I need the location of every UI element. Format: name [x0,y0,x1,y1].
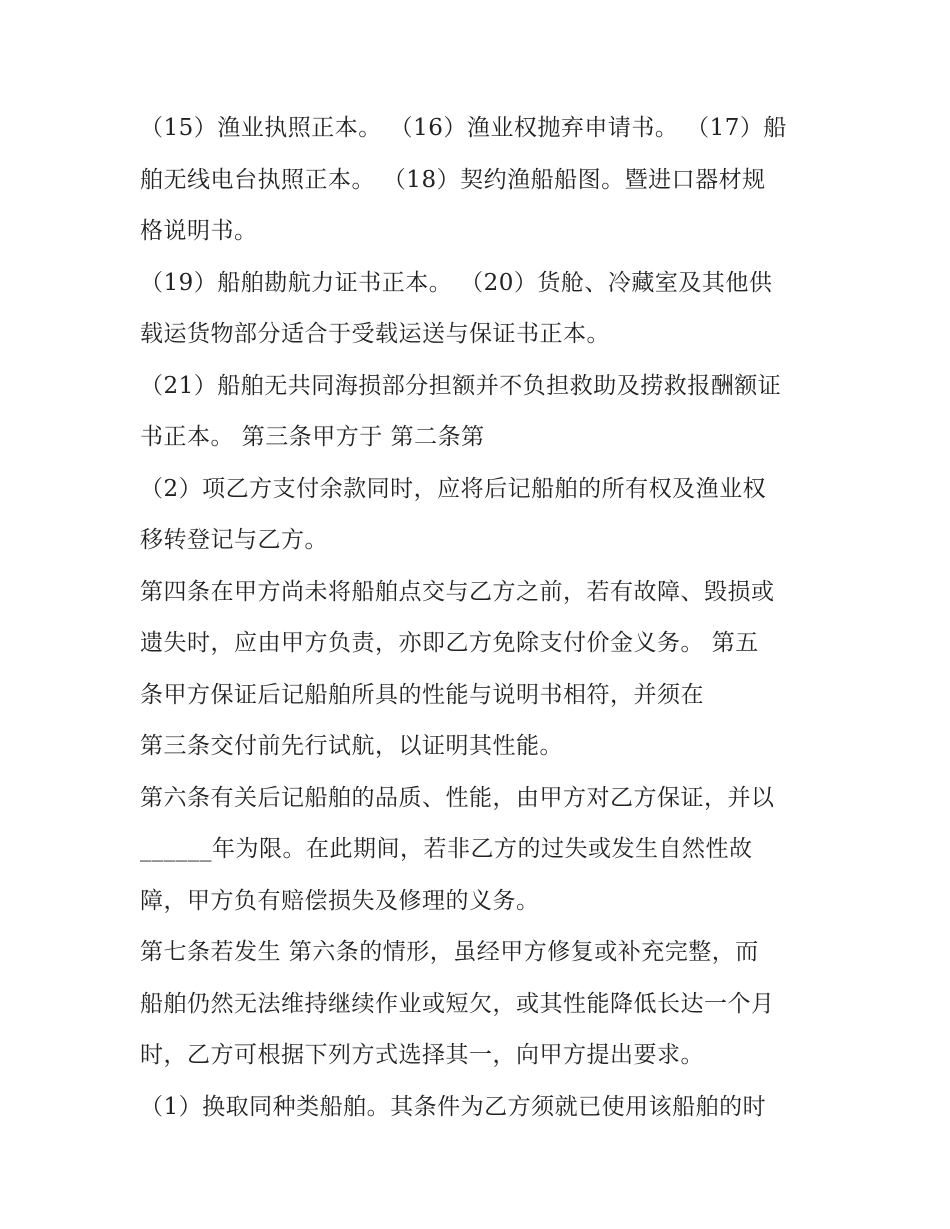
text-line: （1）换取同种类船舶。其条件为乙方须就已使用该船舶的时 [140,1093,767,1120]
text-line: 条甲方保证后记船舶所具的性能与说明书相符，并须在 [140,681,704,708]
contract-text-body [140,108,830,1138]
text-line: 船舶仍然无法维持继续作业或短欠，或其性能降低长达一个月 [140,990,775,1017]
text-line: 时，乙方可根据下列方式选择其一，向甲方提出要求。 [140,1042,704,1068]
text-line: 第四条在甲方尚未将船舶点交与乙方之前，若有故障、毁损或 [140,578,775,605]
text-line: （21）船舶无共同海损部分担额并不负担救助及捞救报酬额证 [140,372,782,399]
text-line: 第七条若发生 第六条的情形，虽经甲方修复或补充完整，而 [140,939,759,965]
text-line: 格说明书。 [140,218,258,244]
text-line: 遗失时，应由甲方负责，亦即乙方免除支付价金义务。 第五 [140,630,759,656]
text-line: ______年为限。在此期间，若非乙方的过失或发生自然性故 [140,836,753,862]
text-line: 载运货物部分适合于受载运送与保证书正本。 [140,321,610,347]
text-line: 第六条有关后记船舶的品质、性能，由甲方对乙方保证，并以 [140,784,775,811]
text-line: 第三条交付前先行试航，以证明其性能。 [140,733,563,759]
text-line: 书正本。 第三条甲方于 第二条第 [140,424,485,450]
text-line: （2）项乙方支付余款同时，应将后记船舶的所有权及渔业权 [140,475,767,502]
text-line: （15）渔业执照正本。 （16）渔业权抛弃申请书。 （17）船 [140,115,787,141]
text-line: 移转登记与乙方。 [140,527,328,553]
text-line: （19）船舶勘航力证书正本。 （20）货舱、冷藏室及其他供 [140,269,773,296]
text-line: 障，甲方负有赔偿损失及修理的义务。 [140,887,540,914]
text-line: 舶无线电台执照正本。 （18）契约渔船船图。暨进口器材规 [140,166,766,193]
